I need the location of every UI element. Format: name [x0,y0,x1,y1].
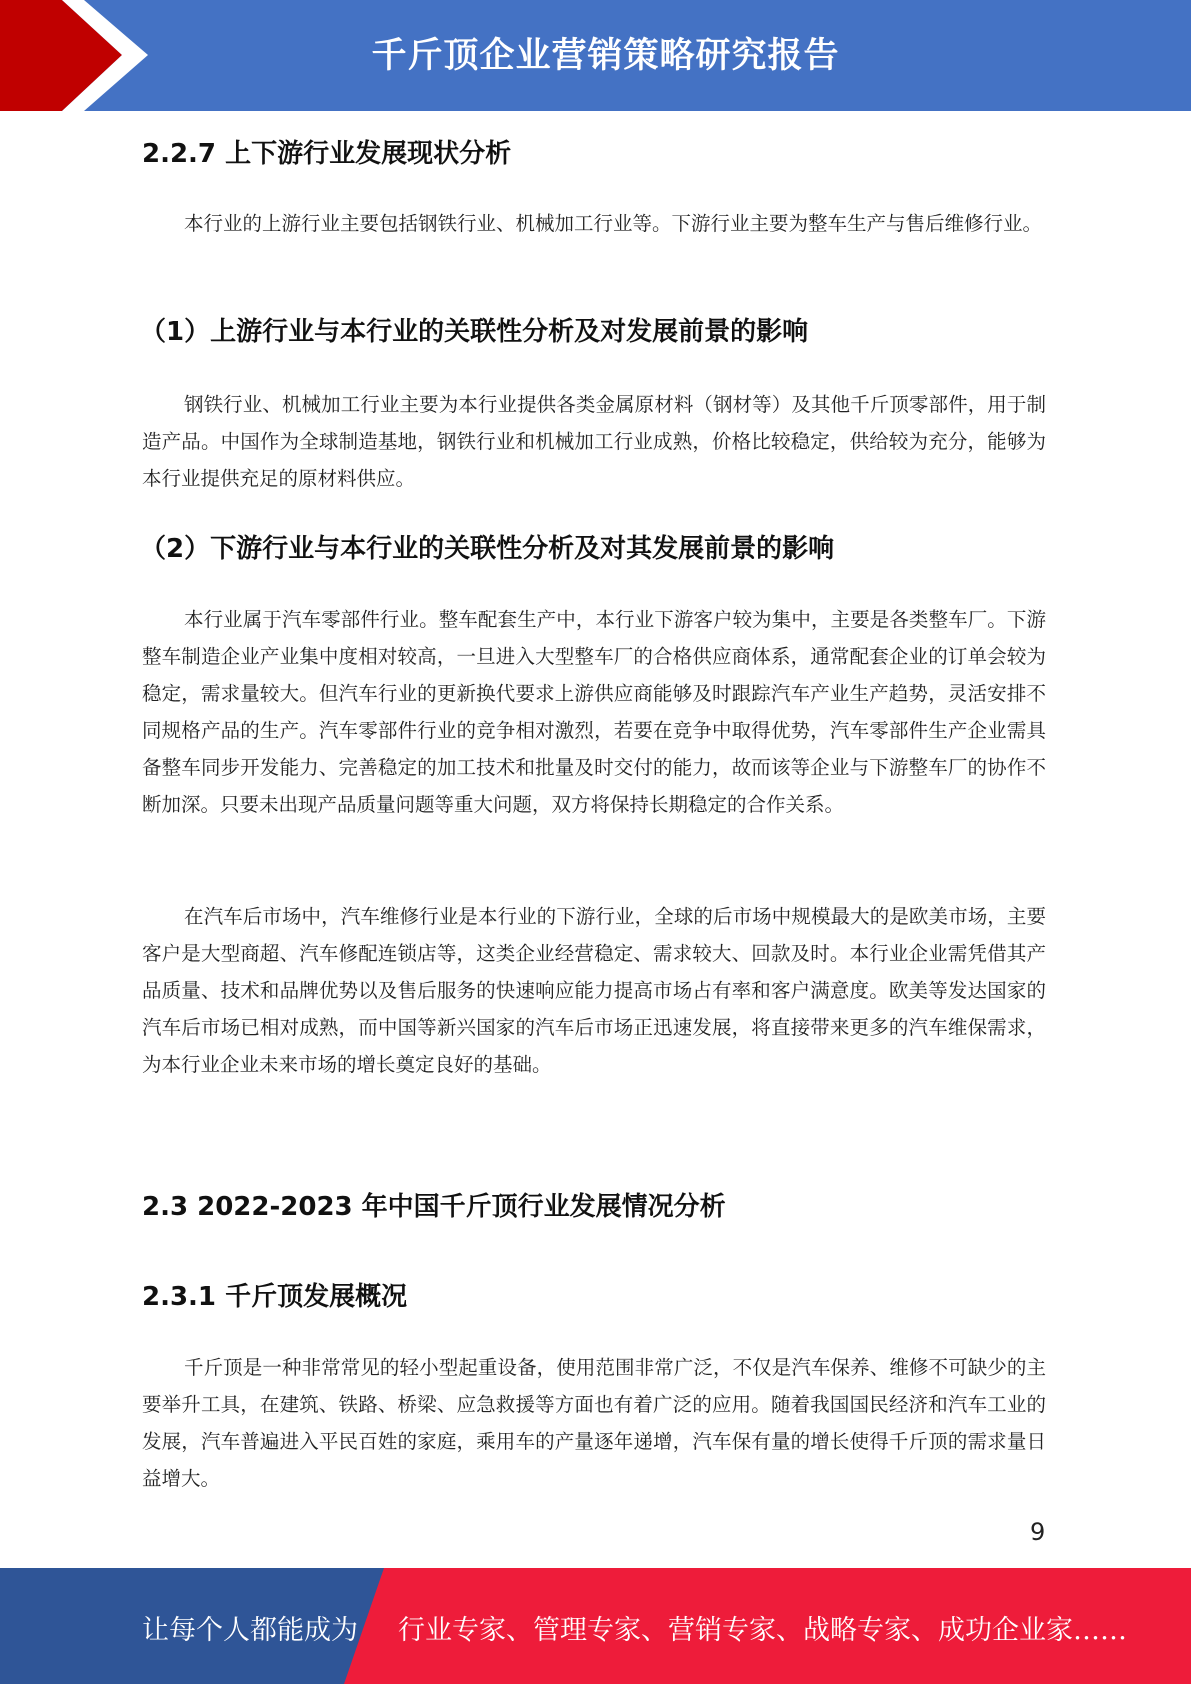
page-header [0,0,1191,111]
report-title: 千斤顶企业营销策略研究报告 [371,36,840,76]
paragraph-upstream-downstream-intro: 本行业的上游行业主要包括钢铁行业、机械加工行业等。下游行业主要为整车生产与售后维修行业。 [184,212,1043,235]
footer-slogan-right: 行业专家、管理专家、营销专家、战略专家、成功企业家…… [398,1615,1127,1646]
section-heading-2-3: 2.3 2022-2023 年中国千斤顶行业发展情况分析 [142,1192,726,1222]
paragraph-jack-overview: 千斤顶是一种非常常见的轻小型起重设备，使用范围非常广泛，不仅是汽车保养、维修不可缺少的主要举升工具，在建筑、铁路、桥梁、应急救援等方面也有着广泛的应用。随着我国国民经济和汽车工业的发展，汽车普遍进入平民百姓的家庭，乘用车的产量逐年递增，汽车保有量的增长使得千斤顶的需求量日益增大。 [142,1356,1046,1490]
section-heading-2-3-1: 2.3.1 千斤顶发展概况 [142,1282,408,1312]
page-number: 9 [1030,1518,1046,1546]
section-heading-2-2-7: 2.2.7 上下游行业发展现状分析 [142,139,512,169]
footer-slogan-left: 让每个人都能成为 [142,1615,358,1646]
paragraph-downstream-oem: 本行业属于汽车零部件行业。整车配套生产中，本行业下游客户较为集中，主要是各类整车厂。下游整车制造企业产业集中度相对较高，一旦进入大型整车厂的合格供应商体系，通常配套企业的订单会较为稳定，需求量较大。但汽车行业的更新换代要求上游供应商能够及时跟踪汽车产业生产趋势，灵活安排不同规格产品的生产。汽车零部件行业的竞争相对激烈，若要在竞争中取得优势，汽车零部件生产企业需具备整车同步开发能力、完善稳定的加工技术和批量及时交付的能力，故而该等企业与下游整车厂的协作不断加深。只要未出现产品质量问题等重大问题，双方将保持长期稳定的合作关系。 [142,608,1046,816]
subsection-heading-downstream: （2）下游行业与本行业的关联性分析及对其发展前景的影响 [140,534,835,564]
subsection-heading-upstream: （1）上游行业与本行业的关联性分析及对发展前景的影响 [140,317,809,347]
page-footer [0,1568,1191,1684]
paragraph-downstream-aftermarket: 在汽车后市场中，汽车维修行业是本行业的下游行业，全球的后市场中规模最大的是欧美市场，主要客户是大型商超、汽车修配连锁店等，这类企业经营稳定、需求较大、回款及时。本行业企业需凭借其产品质量、技术和品牌优势以及售后服务的快速响应能力提高市场占有率和客户满意度。欧美等发达国家的汽车后市场已相对成熟，而中国等新兴国家的汽车后市场正迅速发展，将直接带来更多的汽车维保需求，为本行业企业未来市场的增长奠定良好的基础。 [142,905,1046,1076]
paragraph-upstream-analysis: 钢铁行业、机械加工行业主要为本行业提供各类金属原材料（钢材等）及其他千斤顶零部件，用于制造产品。中国作为全球制造基地，钢铁行业和机械加工行业成熟，价格比较稳定，供给较为充分，能够为本行业提供充足的原材料供应。 [142,393,1046,490]
